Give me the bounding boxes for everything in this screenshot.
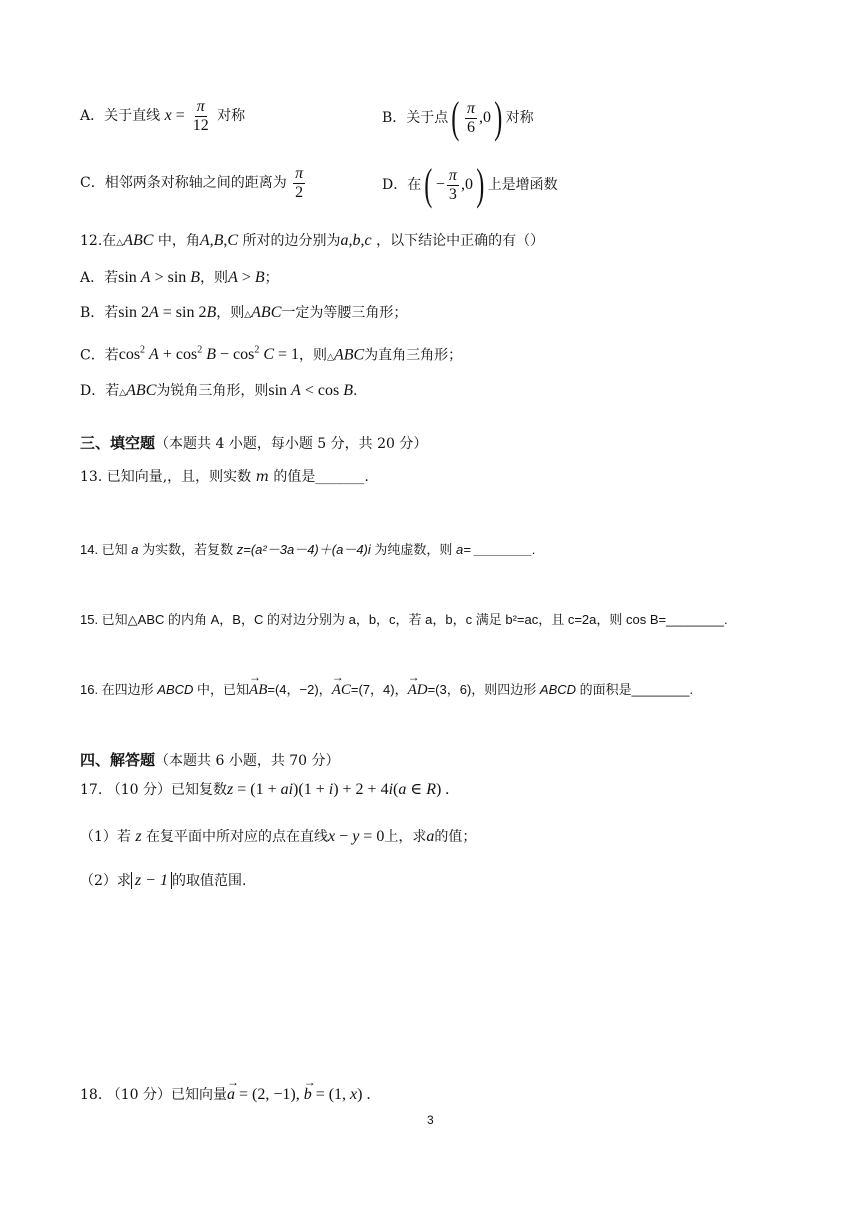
abs-z-minus-1: z − 1: [131, 872, 172, 889]
section-3-heading: 三、填空题（本题共 4 小题，每小题 5 分，共 20 分）: [80, 434, 428, 452]
q12-stem: 12.在△ABC 中，角A,B,C 所对的边分别为a,b,c ，以下结论中正确的有（）: [80, 232, 545, 249]
fraction-pi-over-6: $\frac{\pi}{6}$: [466, 99, 475, 136]
q11-option-a: A．关于直线 x = $\frac{\pi}{12}$ 对称: [80, 97, 246, 134]
q13: 13. 已知向量,，且，则实数 m 的值是_______.: [80, 469, 369, 485]
q12-option-c: C．若$\cos^2 A + \cos^2 B - \cos^2 C = 1$，则△ABC为直角三角形；: [80, 345, 463, 364]
section-4-heading: 四、解答题（本题共 6 小题，共 70 分）: [80, 751, 340, 769]
vector-ad: → AD: [408, 680, 428, 700]
q17-part-1: （1）若 z 在复平面中所对应的点在直线x − y = 0上，求a的值；: [80, 828, 477, 845]
fraction-pi-over-2: $\frac{\pi}{2}$: [295, 164, 304, 201]
q12-option-b: B．若sin 2A = sin 2B，则△ABC一定为等腰三角形；: [80, 304, 408, 321]
q11-option-d: D．在( − $\frac{\pi}{3}$ ,0) 上是增函数: [382, 160, 558, 209]
fraction-pi-over-3: $\frac{\pi}{3}$: [448, 166, 457, 203]
q18-stem: 18. （10 分）已知向量→ a = (2, −1), → b = (1, x) .: [80, 1085, 370, 1105]
vector-ac: → AC: [332, 680, 351, 700]
q14: 14. 已知 a 为实数，若复数 z=(a²－3a－4)＋(a－4)i 为纯虚数，则 a= ________.: [80, 542, 536, 557]
q17-part-2: （2）求 z − 1 的取值范围.: [80, 872, 247, 889]
page-number: 3: [427, 1113, 434, 1127]
fraction-pi-over-12: $\frac{\pi}{12}$: [192, 97, 209, 134]
q12-option-a: A．若sin A > sin B，则A > B；: [80, 269, 279, 286]
vector-ab: → AB: [249, 680, 267, 700]
q11-option-c: C．相邻两条对称轴之间的距离为 $\frac{\pi}{2}$: [80, 164, 304, 201]
q17-stem: 17. （10 分）已知复数z = (1 + ai)(1 + i) + 2 + 4i(a ∈ R) .: [80, 781, 450, 798]
q12-option-d: D．若△ABC为锐角三角形，则sin A < cos B.: [80, 382, 358, 399]
q11-option-b: B．关于点( $\frac{\pi}{6}$ ,0) 对称: [382, 93, 534, 142]
q15: 15. 已知△ABC 的内角 A，B，C 的对边分别为 a，b，c，若 a，b，c 满足 b²=ac，且 c=2a，则 cos B=________.: [80, 612, 728, 627]
q16: 16. 在四边形 ABCD 中，已知→ AB=(4，−2)，→ AC=(7，4)，→ AD=(3，6)，则四边形 ABCD 的面积是________.: [80, 680, 693, 700]
